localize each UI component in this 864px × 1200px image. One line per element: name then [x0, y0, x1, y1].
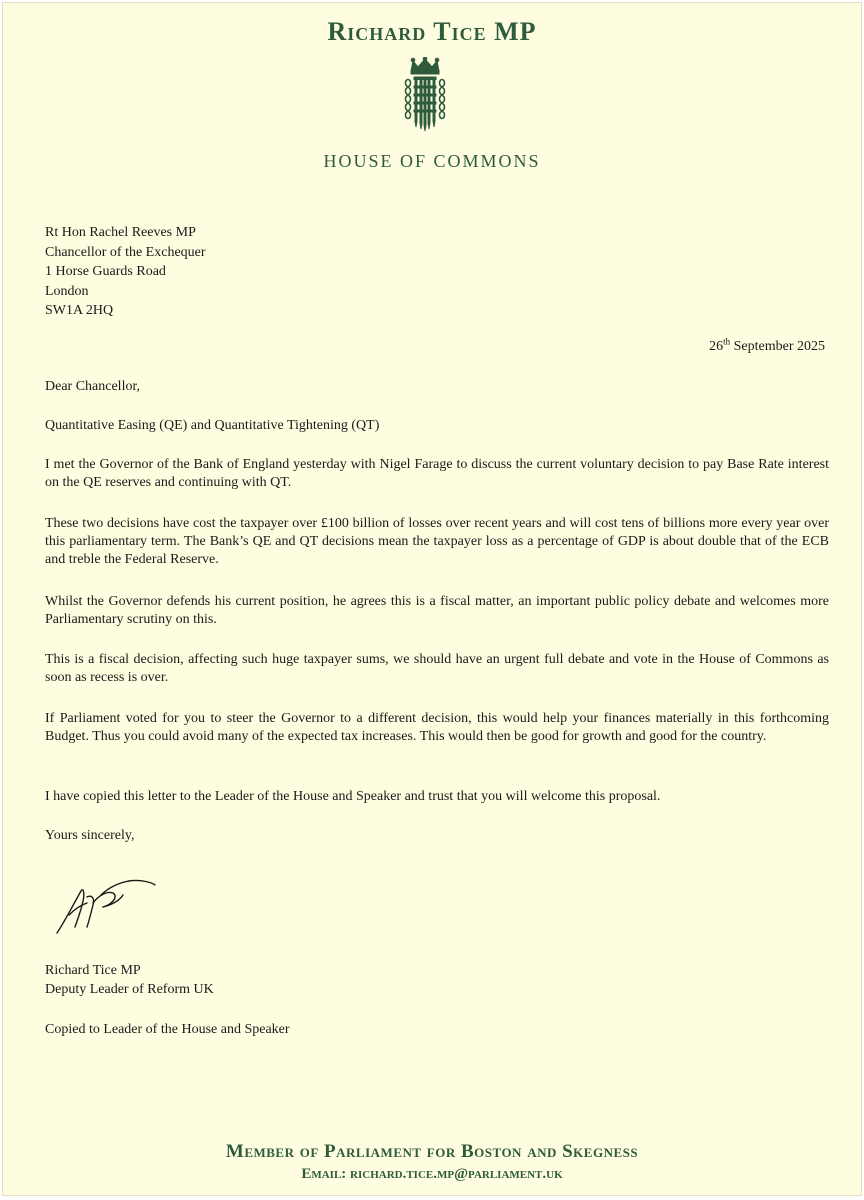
paragraph: I met the Governor of the Bank of England yesterday with Nigel Farage to discuss the current voluntary decision to pay Base Rate interest on the QE reserves and continuing with QT. [45, 457, 829, 490]
address-line: Chancellor of the Exchequer [45, 244, 206, 260]
paragraph: These two decisions have cost the taxpayer over £100 billion of losses over recent years and will cost tens of billions more every year over this parliamentary term. The Bank’s QE and QT decisions mean the taxpayer loss as a percentage of GDP is about double that of the ECB and treble the Federal Reserve. [45, 516, 829, 567]
date-day: 26 [709, 339, 724, 354]
address-line: 1 Horse Guards Road [45, 264, 166, 279]
signatory-name: Richard Tice MP [45, 963, 141, 978]
address-line: SW1A 2HQ [45, 303, 114, 318]
date-suffix: th [723, 336, 731, 347]
handwritten-signature [51, 875, 161, 941]
paragraph: This is a fiscal decision, affecting such huge taxpayer sums, we should have an urgent full debate and vote in the House of Commons as soon as recess is over. [45, 652, 829, 685]
address-line: London [45, 283, 89, 299]
portcullis-icon [403, 57, 447, 133]
signatory-title: Deputy Leader of Reform UK [45, 982, 214, 997]
letter-page [2, 2, 862, 1196]
address-line: Rt Hon Rachel Reeves MP [45, 225, 196, 240]
house-of-commons-heading: HOUSE OF COMMONS [323, 151, 541, 171]
paragraph: If Parliament voted for you to steer the Governor to a different decision, this would help your finances materially in this forthcoming Budget. Thus you could avoid many of the expected tax increases. This would then be good for growth and good for the country. [45, 711, 829, 744]
salutation: Dear Chancellor, [45, 379, 141, 394]
subject-line: Quantitative Easing (QE) and Quantitative Tightening (QT) [45, 418, 380, 433]
paragraph: Whilst the Governor defends his current position, he agrees this is a fiscal matter, an important public policy debate and welcomes more Parliamentary scrutiny on this. [45, 594, 829, 627]
date-month-year: September 2025 [733, 339, 825, 354]
closing: Yours sincerely, [45, 828, 135, 843]
copied-to: Copied to Leader of the House and Speaker [45, 1022, 290, 1037]
letter-date [709, 338, 825, 356]
letterhead-name: Richard Tice MP [327, 17, 537, 46]
paragraph: I have copied this letter to the Leader of the House and Speaker and trust that you will welcome this proposal. [45, 789, 661, 804]
recipient-address [45, 224, 206, 322]
footer-email: Email: richard.tice.mp@parliament.uk [301, 1166, 563, 1182]
footer-constituency: Member of Parliament for Boston and Skegness [225, 1141, 639, 1162]
